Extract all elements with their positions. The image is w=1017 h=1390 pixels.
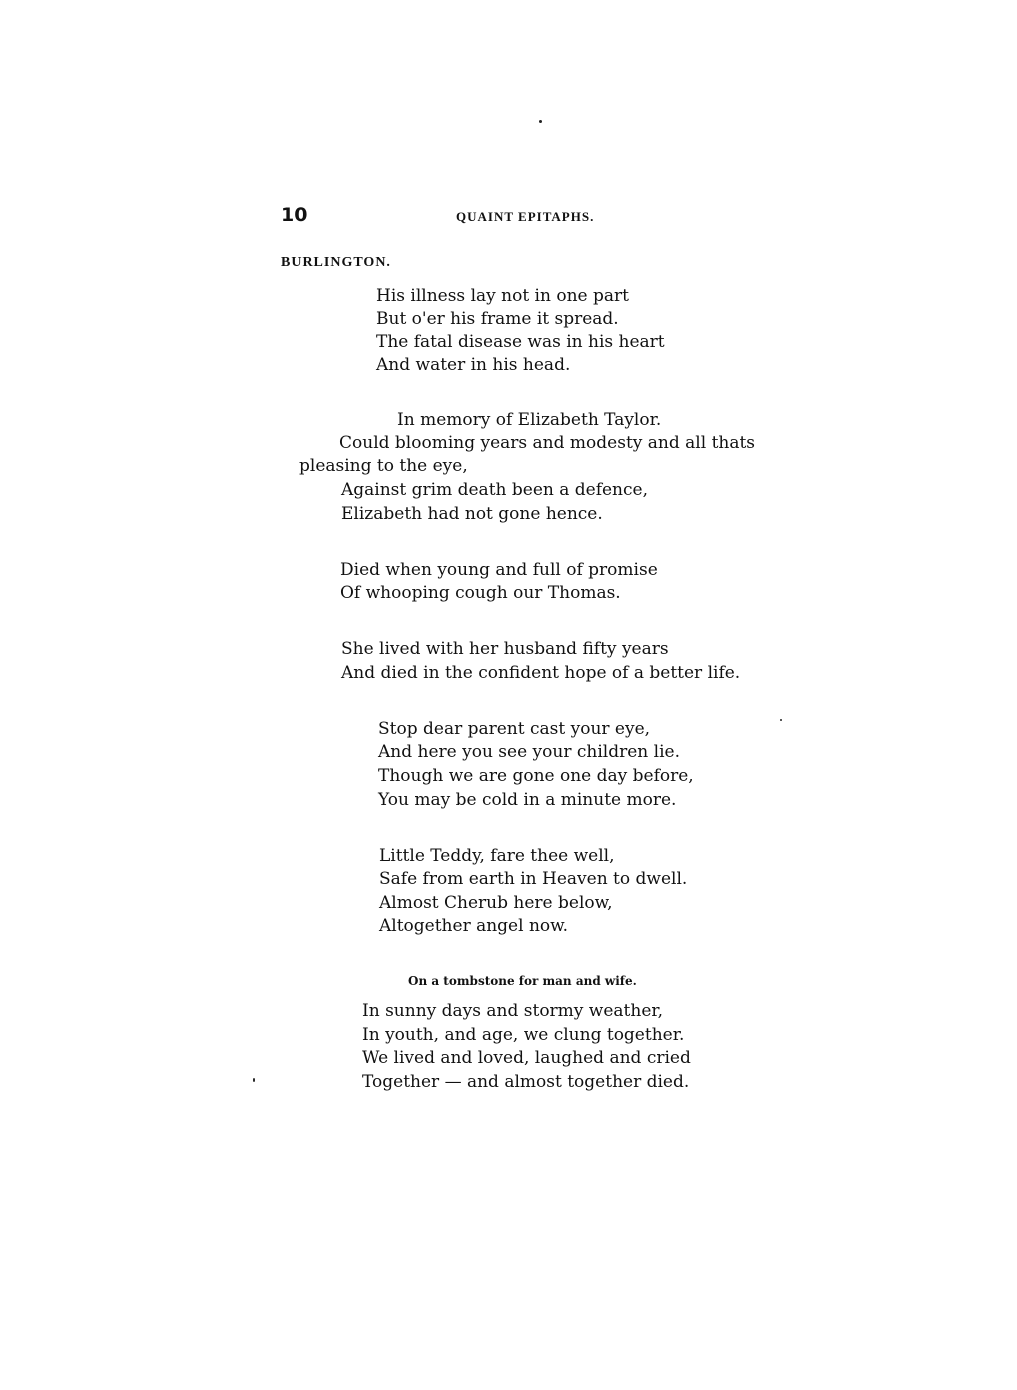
epitaph-7-line: We lived and loved, laughed and cried [362, 1048, 691, 1068]
epitaph-5-line: Stop dear parent cast your eye, [378, 719, 651, 739]
epitaph-2-line: Could blooming years and modesty and all thats [339, 433, 756, 453]
epitaph-5-line: Though we are gone one day before, [378, 766, 694, 786]
epitaph-7-line: Together — and almost together died. [362, 1072, 690, 1092]
epitaph-3-line: Died when young and full of promise [340, 560, 658, 580]
epitaph-2-line: pleasing to the eye, [299, 456, 468, 476]
epitaph-2-line: Against grim death been a defence, [341, 480, 648, 500]
epitaph-1-line: But o'er his frame it spread. [376, 309, 619, 329]
epitaph-5-line: And here you see your children lie. [378, 742, 680, 762]
epitaph-5-line: You may be cold in a minute more. [378, 790, 677, 810]
page-number: 10 [281, 204, 308, 226]
epitaph-4-line: And died in the confident hope of a better life. [341, 663, 741, 683]
epitaph-6-line: Little Teddy, fare thee well, [379, 846, 615, 866]
epitaph-6-line: Altogether angel now. [379, 916, 569, 936]
epitaph-6-line: Safe from earth in Heaven to dwell. [379, 869, 688, 889]
print-speck [539, 120, 542, 123]
running-head: QUAINT EPITAPHS. [456, 209, 595, 224]
epitaph-7-caption: On a tombstone for man and wife. [408, 974, 637, 988]
epitaph-1-line: And water in his head. [376, 355, 571, 375]
epitaph-4-line: She lived with her husband fifty years [341, 639, 669, 659]
section-title: BURLINGTON. [281, 255, 391, 270]
epitaph-1-line: His illness lay not in one part [376, 286, 629, 306]
epitaph-1-line: The fatal disease was in his heart [376, 332, 665, 352]
epitaph-7-line: In youth, and age, we clung together. [362, 1025, 685, 1045]
print-speck [780, 719, 782, 721]
epitaph-2-heading: In memory of Elizabeth Taylor. [397, 410, 662, 430]
epitaph-6-line: Almost Cherub here below, [379, 893, 613, 913]
print-speck [253, 1078, 255, 1082]
epitaph-7-line: In sunny days and stormy weather, [362, 1001, 664, 1021]
epitaph-2-line: Elizabeth had not gone hence. [341, 504, 603, 524]
epitaph-3-line: Of whooping cough our Thomas. [340, 583, 621, 603]
